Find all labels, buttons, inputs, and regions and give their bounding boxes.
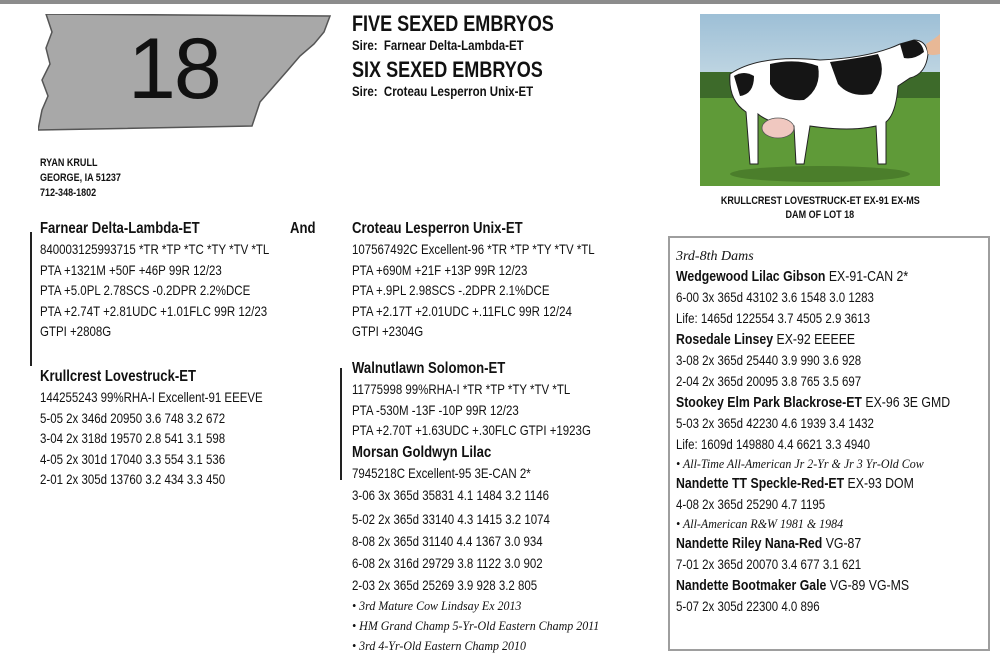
dam-6-note: • All-American R&W 1981 & 1984 — [676, 516, 844, 531]
grandsire-line-1: 11775998 99%RHA-I *TR *TP *TY *TV *TL — [352, 381, 571, 397]
grandsire-line-2: PTA -530M -13F -10P 99R 12/23 — [352, 401, 519, 418]
granddam-line-2: 3-06 3x 365d 35831 4.1 1484 3.2 1146 — [352, 487, 550, 503]
grandsire-line-3: PTA +2.70T +1.63UDC +.30FLC GTPI +1923G — [352, 422, 591, 438]
dams-title: 3rd-8th Dams — [676, 249, 754, 264]
left-dam-block — [40, 366, 312, 490]
left-sire-line-3: PTA +5.0PL 2.78SCS -0.2DPR 2.2%DCE — [40, 282, 251, 298]
middle-sire-line-5: GTPI +2304G — [352, 323, 424, 339]
middle-sire-name: Croteau Lesperron Unix-ET — [352, 220, 523, 237]
dam-5-name-row — [676, 392, 1000, 413]
left-sire-line-1: 840003125993715 *TR *TP *TC *TY *TV *TL — [40, 241, 270, 257]
dams-list — [676, 248, 1000, 617]
photo-caption — [688, 194, 952, 222]
dam-3-line-1: 6-00 3x 365d 43102 3.6 1548 3.0 1283 — [676, 289, 874, 305]
photo-caption-line-2: DAM OF LOT 18 — [785, 209, 855, 221]
dam-5-name: Stookey Elm Park Blackrose-ET — [676, 394, 862, 411]
left-pedigree-bar — [30, 232, 32, 366]
photo-caption-line-1: KRULLCREST LOVESTRUCK-ET EX-91 EX-MS — [720, 195, 920, 207]
granddam-line-1: 7945218C Excellent-95 3E-CAN 2* — [352, 465, 531, 481]
dam-5-line-1: 5-03 2x 365d 42230 4.6 1939 3.4 1432 — [676, 415, 874, 431]
left-dam-line-1: 144255243 99%RHA-I Excellent-91 EEEVE — [40, 389, 263, 405]
dam-6-line-1: 4-08 2x 365d 25290 4.7 1195 — [676, 496, 826, 512]
sire-name-2: Croteau Lesperron Unix-ET — [383, 83, 534, 99]
dam-7-class: VG-87 — [825, 535, 862, 552]
dam-7-name: Nandette Riley Nana-Red — [676, 535, 823, 552]
headline-block — [352, 12, 598, 100]
dam-8-line-1: 5-07 2x 305d 22300 4.0 896 — [676, 598, 820, 614]
dam-6-class: EX-93 DOM — [847, 475, 914, 492]
dam-7-line-1: 7-01 2x 365d 20070 3.4 677 3.1 621 — [676, 556, 862, 572]
left-sire-block — [40, 218, 320, 342]
dam-5-class: EX-96 3E GMD — [865, 394, 951, 411]
middle-sire-line-2: PTA +690M +21F +13P 99R 12/23 — [352, 261, 528, 278]
middle-sire-line-3: PTA +.9PL 2.98SCS -.2DPR 2.1%DCE — [352, 282, 550, 298]
middle-sire-line-1: 107567492C Excellent-96 *TR *TP *TY *TV *TL — [352, 241, 595, 257]
granddam-line-3: 5-02 2x 365d 33140 4.3 1415 3.2 1074 — [352, 511, 550, 527]
left-sire-name: Farnear Delta-Lambda-ET — [40, 220, 200, 237]
granddam-line-5: 6-08 2x 316d 29729 3.8 1122 3.0 902 — [352, 555, 543, 571]
dam-8-class: VG-89 VG-MS — [829, 577, 910, 594]
left-dam-name: Krullcrest Lovestruck-ET — [40, 368, 197, 385]
lot-number: 18 — [128, 21, 220, 117]
dam-5-line-2: Life: 1609d 149880 4.4 6621 3.3 4940 — [676, 436, 871, 452]
and-label: And — [290, 220, 316, 237]
dam-6-name-row — [676, 473, 1000, 494]
granddam-note-1: • 3rd Mature Cow Lindsay Ex 2013 — [352, 598, 522, 613]
grandsire-block — [352, 358, 643, 441]
left-sire-line-5: GTPI +2808G — [40, 323, 112, 339]
left-dam-line-5: 2-01 2x 305d 13760 3.2 434 3.3 450 — [40, 471, 226, 487]
sire-label-1: Sire: — [352, 37, 378, 53]
dam-6-name: Nandette TT Speckle-Red-ET — [676, 475, 845, 492]
left-sire-line-4: PTA +2.74T +2.81UDC +1.01FLC 99R 12/23 — [40, 302, 268, 319]
consignor-name: RYAN KRULL — [40, 157, 98, 169]
middle-sire-line-4: PTA +2.17T +2.01UDC +.11FLC 99R 12/24 — [352, 302, 572, 319]
top-rule — [0, 0, 1000, 4]
left-dam-line-4: 4-05 2x 301d 17040 3.3 554 3.1 536 — [40, 450, 226, 467]
left-dam-line-3: 3-04 2x 318d 19570 2.8 541 3.1 598 — [40, 430, 226, 446]
granddam-note-2: • HM Grand Champ 5-Yr-Old Eastern Champ 2011 — [352, 618, 600, 633]
cow-photo — [700, 14, 940, 186]
dam-8-name: Nandette Bootmaker Gale — [676, 577, 827, 594]
dam-4-line-2: 2-04 2x 365d 20095 3.8 765 3.5 697 — [676, 373, 862, 389]
dam-4-class: EX-92 EEEEE — [776, 331, 856, 348]
offer-title-1: FIVE SEXED EMBRYOS — [352, 11, 554, 36]
dam-4-line-1: 3-08 2x 365d 25440 3.9 990 3.6 928 — [676, 352, 862, 368]
left-dam-line-2: 5-05 2x 346d 20950 3.6 748 3.2 672 — [40, 409, 226, 426]
dam-3-name-row — [676, 266, 1000, 287]
granddam-line-6: 2-03 2x 365d 25269 3.9 928 3.2 805 — [352, 577, 538, 593]
consignor-phone: 712-348-1802 — [40, 187, 97, 199]
sire-name-1: Farnear Delta-Lambda-ET — [383, 37, 524, 53]
consignor-address: GEORGE, IA 51237 — [40, 172, 121, 184]
dam-3-class: EX-91-CAN 2* — [828, 268, 909, 285]
dam-7-name-row — [676, 533, 1000, 554]
offer-title-2: SIX SEXED EMBRYOS — [352, 57, 543, 82]
dam-4-name: Rosedale Linsey — [676, 331, 774, 348]
middle-sire-block — [352, 218, 648, 342]
dam-3-name: Wedgewood Lilac Gibson — [676, 268, 826, 285]
dam-3-line-2: Life: 1465d 122554 3.7 4505 2.9 3613 — [676, 310, 871, 326]
dam-4-name-row — [676, 329, 1000, 350]
consignor-block — [40, 156, 139, 201]
dam-8-name-row — [676, 575, 1000, 596]
dam-5-note: • All-Time All-American Jr 2-Yr & Jr 3 Yr-Old Cow — [676, 456, 924, 471]
granddam-name: Morsan Goldwyn Lilac — [352, 444, 492, 461]
granddam-note-3: • 3rd 4-Yr-Old Eastern Champ 2010 — [352, 638, 526, 653]
middle-pedigree-bar — [340, 368, 342, 480]
granddam-line-4: 8-08 2x 365d 31140 4.4 1367 3.0 934 — [352, 533, 543, 549]
grandsire-name: Walnutlawn Solomon-ET — [352, 360, 506, 377]
granddam-block — [352, 442, 621, 656]
sire-label-2: Sire: — [352, 83, 378, 99]
left-sire-line-2: PTA +1321M +50F +46P 99R 12/23 — [40, 261, 222, 278]
